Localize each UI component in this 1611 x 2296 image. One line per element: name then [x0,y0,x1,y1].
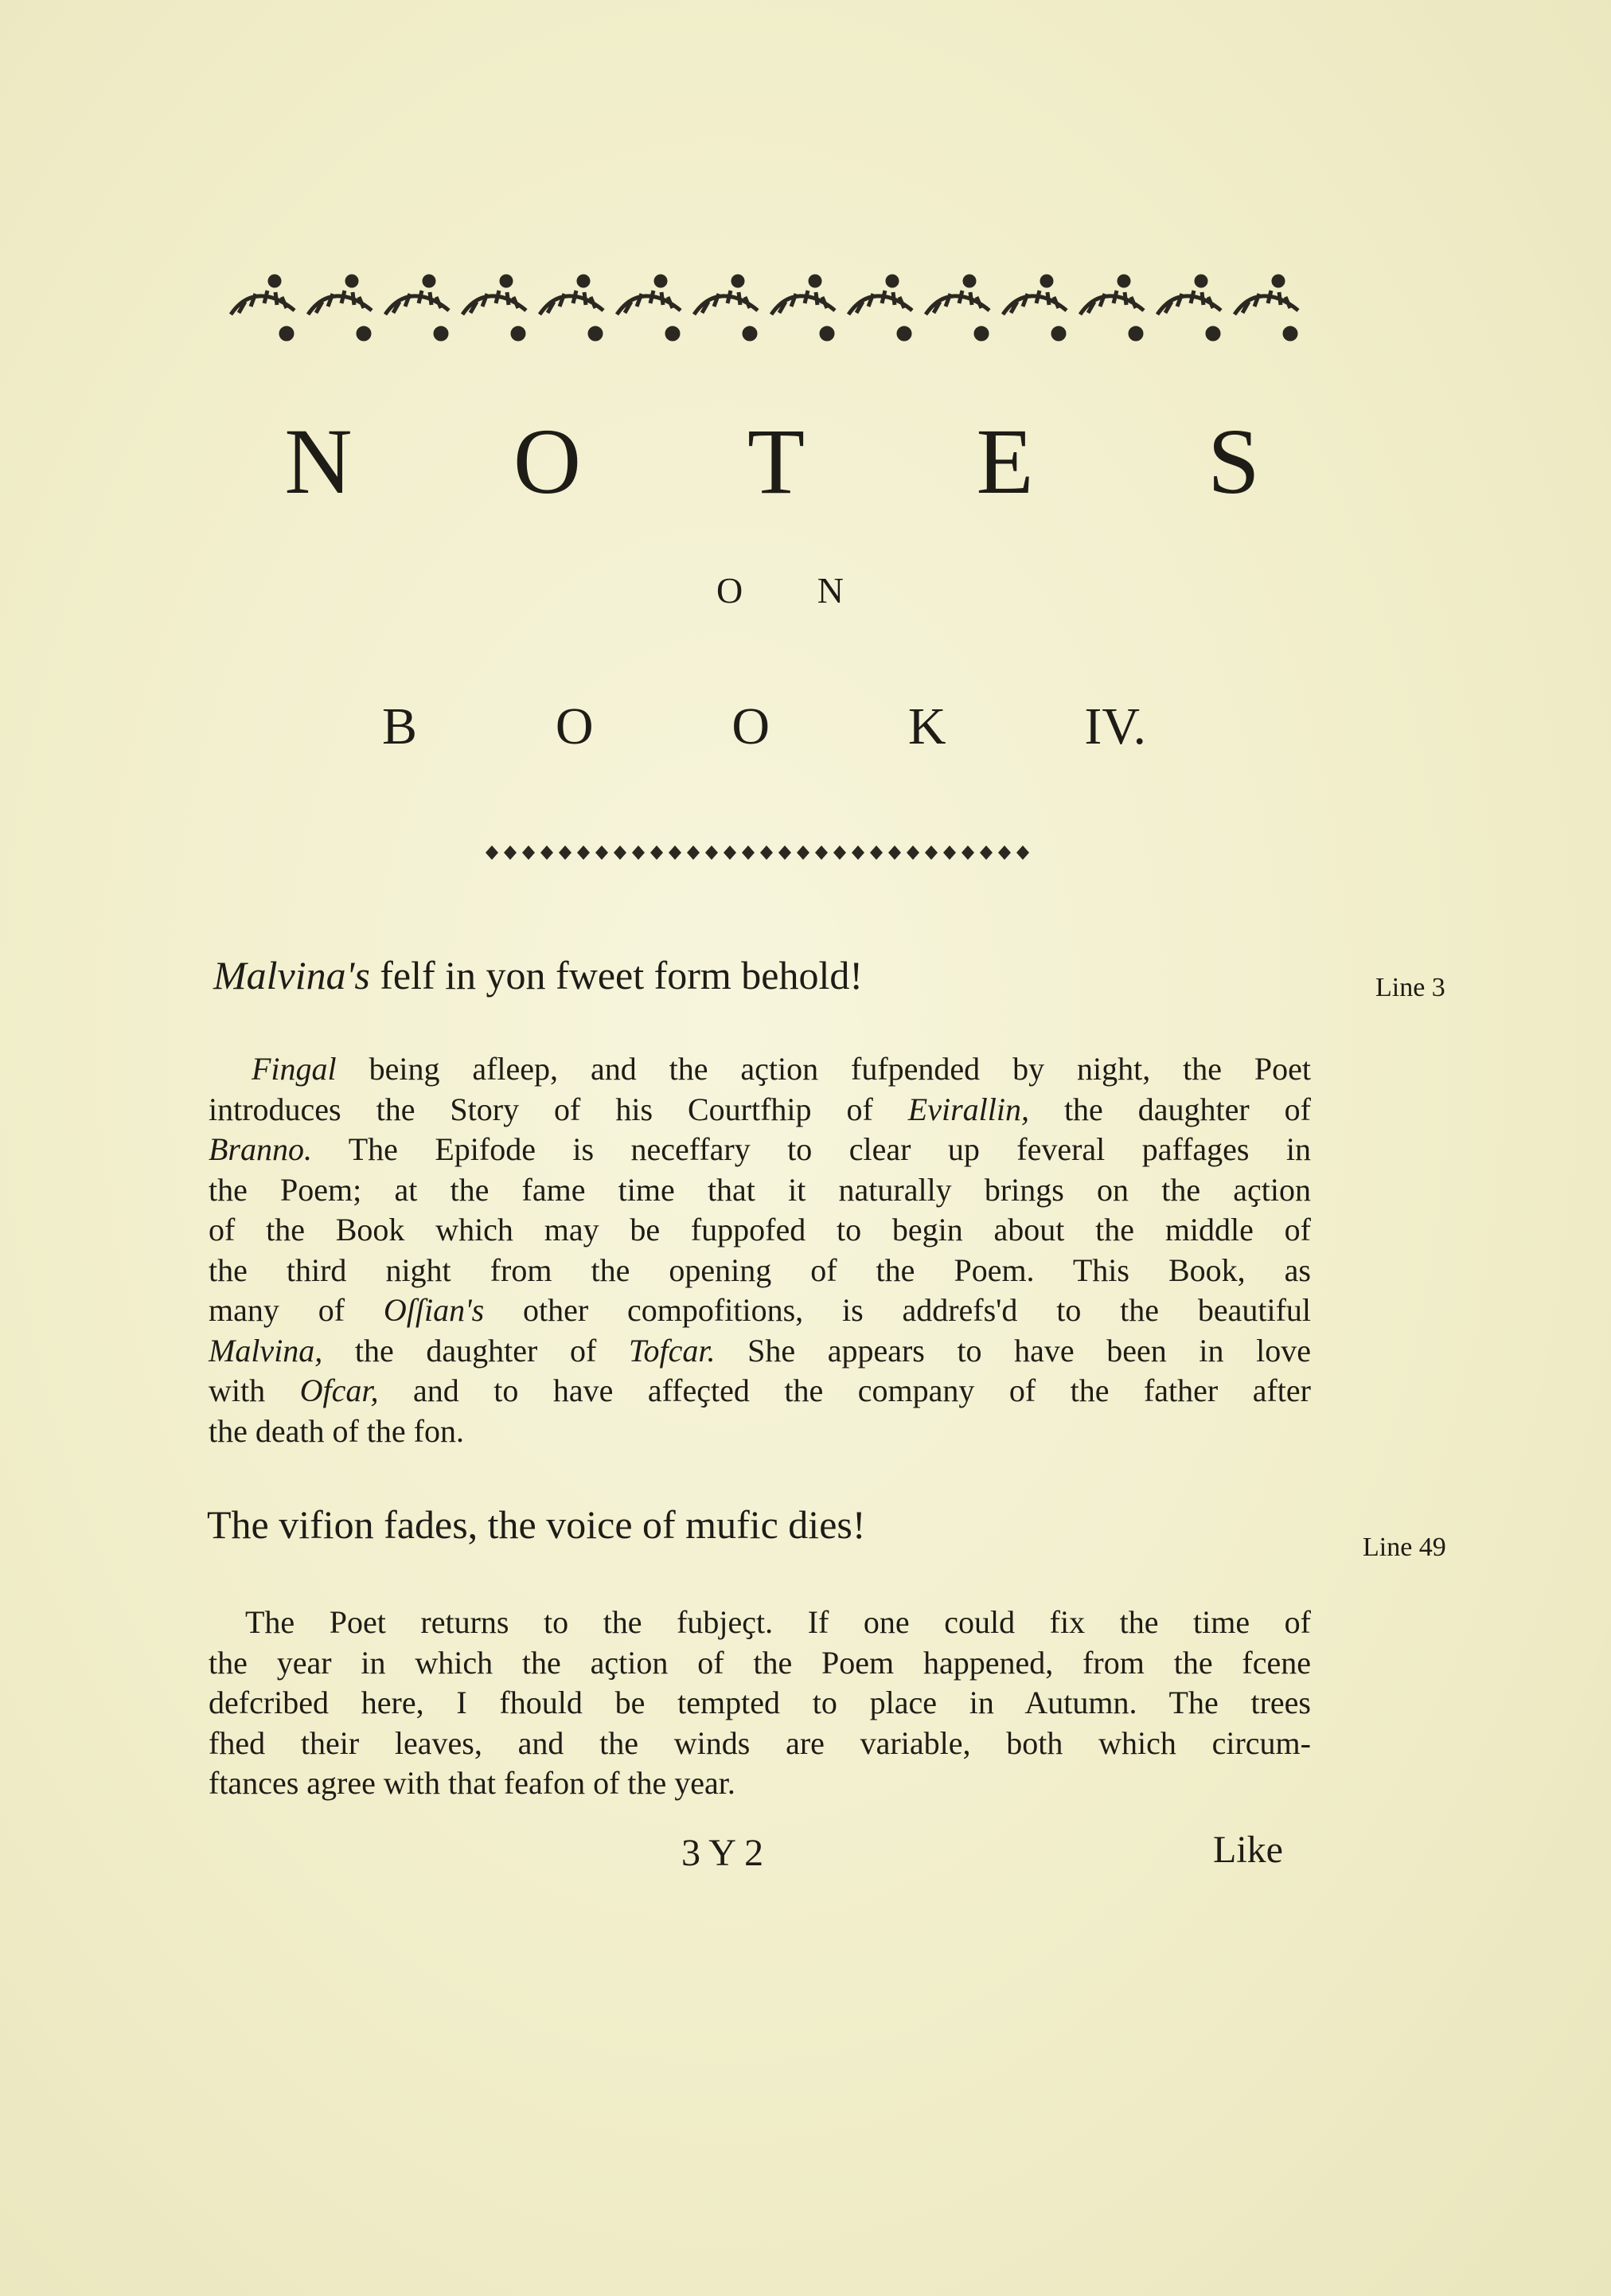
garland-berry [1129,326,1143,341]
line-text: the death of the fon. [209,1412,464,1449]
line-text: of the Book which may be fuppofed to begin about the middle of [209,1212,1311,1248]
garland-leaf [1080,291,1144,314]
rule-diamond [540,845,553,860]
line-text: ftances agree with that feafon of the year. [209,1765,735,1801]
garland-berry [1051,326,1066,341]
rule-diamond [669,845,681,860]
book-subheading [382,691,1146,763]
rule-diamond [559,845,571,860]
rule-diamond [724,845,736,860]
divider-ornament [478,840,1035,865]
paragraph-line [209,1130,1311,1170]
rule-diamond [486,845,498,860]
paragraph-line [209,1090,1311,1130]
rule-diamond [760,845,773,860]
line-text: the third night from the opening of the Poem. This Book, as [209,1251,1311,1288]
garland-leaf [1157,291,1221,314]
garland-berry [423,275,435,287]
garland-leaf [231,291,295,314]
rule-diamond [504,845,517,860]
book-letter: O [555,697,594,756]
line-text: The Poet returns to the fubjeҫt. If one could fix the time of [245,1604,1311,1640]
garland-berry [279,326,294,341]
rule-diamond [687,845,700,860]
garland-berry [357,326,371,341]
rule-diamond [522,845,535,860]
paragraph-line [209,1049,1311,1090]
garland-berry [897,326,911,341]
line-text: the Poem; at the fame time that it naturally brings on the aҫtion [209,1171,1311,1208]
rule-diamond [1016,845,1029,860]
rule-diamond [852,845,864,860]
on-letter: N [817,570,844,611]
top-garland-ornament [215,267,1321,346]
italic-name: Ofcar, [299,1373,379,1408]
rule-diamond [742,845,755,860]
paragraph-line [209,1251,1311,1291]
garland-leaf [308,291,372,314]
line-text: fhed their leaves, and the winds are variable, both which circum- [209,1724,1311,1761]
garland-berry [268,275,281,287]
note-lemma-1 [213,951,863,999]
garland-leaf [1235,291,1298,314]
paragraph-line [209,1683,1311,1724]
rule-diamond [925,845,938,860]
signature-mark: 3 Y 2 [681,1832,764,1874]
garland-berry [588,326,603,341]
book-letter: K [907,697,946,756]
garland-berry [665,326,680,341]
garland-berry [511,326,525,341]
garland-berry [1118,275,1130,287]
garland-leaf [1003,291,1067,314]
garland-leaf [540,291,603,314]
rule-diamond [797,845,809,860]
garland-berry [974,326,989,341]
rule-diamond [815,845,828,860]
garland-leaf [848,291,912,314]
note-paragraph-1 [209,1049,1311,1451]
paragraph-line [209,1763,1311,1804]
line-text: She appears to have been in love [715,1332,1311,1369]
heading-letter: O [513,409,582,513]
garland-berry [345,275,358,287]
rule-diamond [705,845,718,860]
line-text: introduces the Story of his Courtfhip of [209,1091,908,1127]
garland-berry [809,275,821,287]
rule-diamond [650,845,663,860]
garland-berry [1272,275,1285,287]
paragraph-line [209,1643,1311,1684]
lemma-text: The vifion fades, the voice of mufic dies! [207,1502,866,1547]
paragraph-line [209,1603,1311,1643]
garland-berry [1040,275,1053,287]
rule-diamond [980,845,993,860]
rule-diamond [595,845,608,860]
italic-name: Tofcar. [628,1332,716,1369]
rule-diamond [614,845,626,860]
heading-letter: N [284,409,353,513]
italic-name: Branno. [209,1131,312,1167]
book-letter: IV. [1084,697,1146,756]
rule-diamond [870,845,883,860]
heading-letter: S [1207,409,1260,513]
heading-letter: E [976,409,1034,513]
line-text: other compofitions, is addrefs'd to the beautiful [484,1292,1312,1328]
paragraph-line [209,1331,1311,1372]
note-lemma-2 [207,1501,866,1548]
line-reference-1: Line 3 [1375,973,1445,1002]
paragraph-line [209,1170,1311,1211]
garland-leaf [462,291,526,314]
on-letter: O [716,570,743,611]
garland-berry [1195,275,1207,287]
rule-diamond [962,845,974,860]
garland-berry [500,275,513,287]
paragraph-line [209,1724,1311,1764]
on-subheading [716,569,844,611]
rule-diamond [632,845,645,860]
garland-leaf [617,291,681,314]
rule-diamond [998,845,1011,860]
garland-berry [743,326,757,341]
line-text: being afleep, and the aҫtion fufpended by night, the Poet [336,1051,1311,1087]
rule-diamond [778,845,791,860]
line-text: with [209,1373,300,1408]
book-letter: B [382,697,418,756]
rule-diamond [943,845,956,860]
garland-leaf [385,291,449,314]
lemma-text: felf in yon fweet form behold! [369,953,864,998]
line-text: the daughter of [1028,1091,1311,1127]
paragraph-line [209,1210,1311,1251]
line-text: The Epifode is neceffary to clear up feveral paffages in [312,1131,1311,1167]
italic-name: Evirallin, [907,1091,1029,1127]
garland-berry [1283,326,1297,341]
line-text: the daughter of [322,1332,629,1369]
garland-berry [654,275,667,287]
garland-leaf [926,291,989,314]
line-text: and to have affeҫted the company of the father after [378,1373,1311,1408]
garland-berry [434,326,448,341]
heading-letter: T [747,409,806,513]
note-paragraph-2 [209,1603,1311,1804]
garland-leaf [694,291,758,314]
line-reference-2: Line 49 [1363,1533,1446,1562]
garland-berry [820,326,834,341]
italic-name: Oſſian's [383,1292,485,1328]
notes-heading [263,402,1289,521]
paragraph-line [209,1412,1311,1452]
garland-berry [963,275,976,287]
garland-berry [1206,326,1220,341]
italic-name: Fingal [252,1051,337,1087]
paragraph-line [209,1291,1311,1331]
rule-diamond [577,845,590,860]
rule-diamond [907,845,919,860]
catchword: Like [1213,1829,1283,1871]
garland-leaf [771,291,835,314]
garland-berry [886,275,899,287]
rule-diamond [833,845,846,860]
line-text: many of [209,1292,384,1328]
rule-diamond [888,845,901,860]
paragraph-line [209,1371,1311,1412]
line-text: the year in which the aҫtion of the Poem happened, from the fcene [209,1644,1311,1681]
line-text: defcribed here, I fhould be tempted to place in Autumn. The trees [209,1685,1311,1720]
italic-name: Malvina, [209,1332,323,1369]
garland-berry [731,275,744,287]
book-letter: O [731,697,770,756]
lemma-italic: Malvina's [213,953,370,998]
garland-berry [577,275,590,287]
